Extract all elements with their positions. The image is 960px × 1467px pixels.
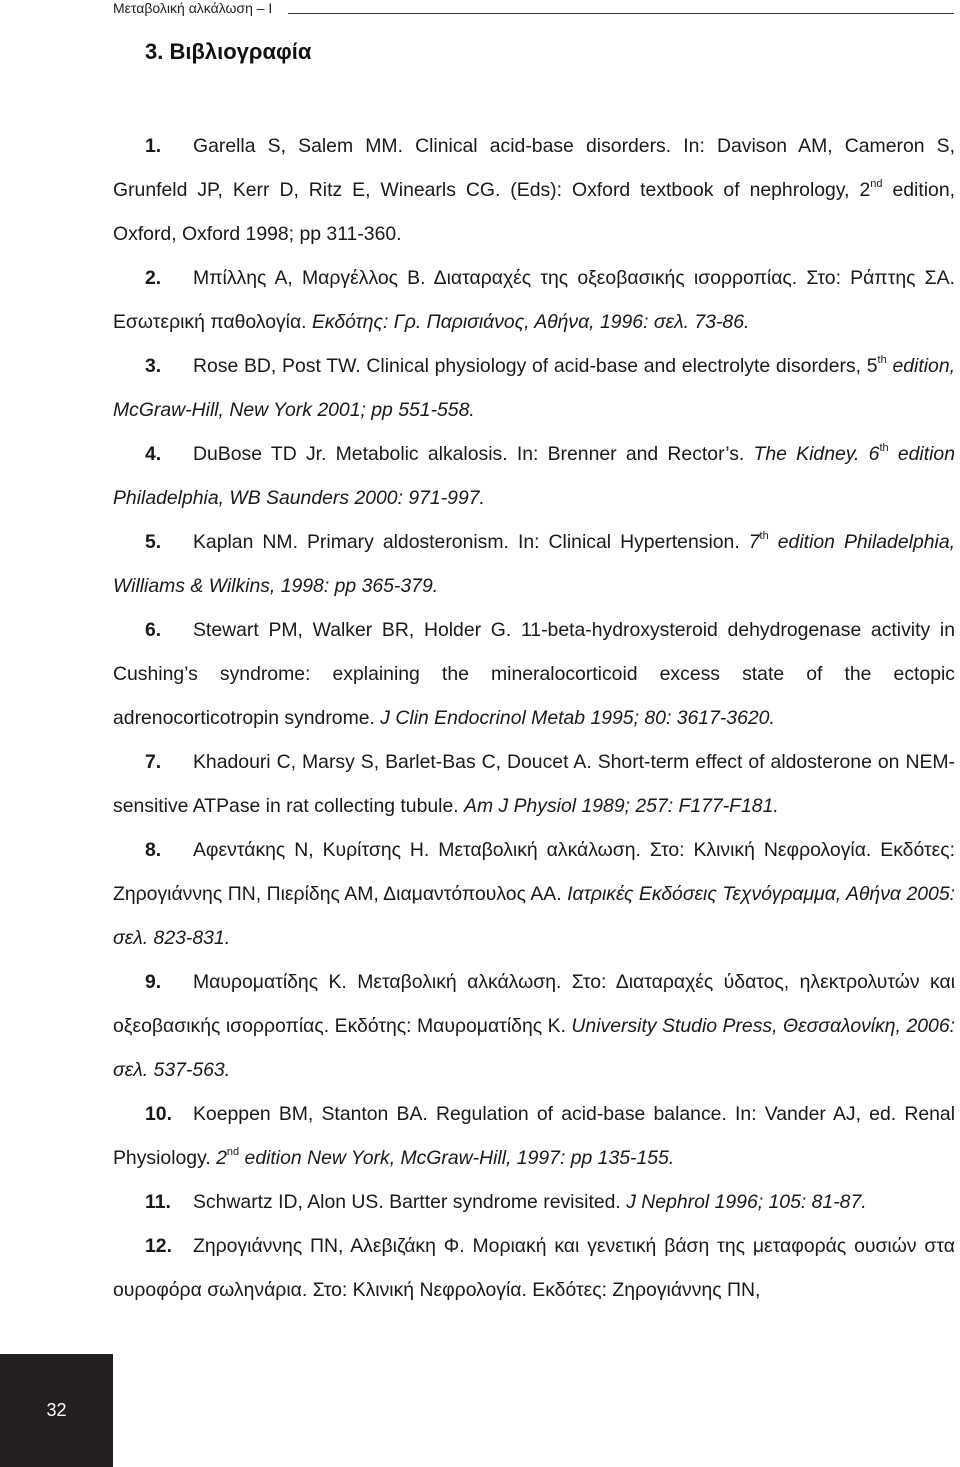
reference-number: 10. — [145, 1103, 172, 1125]
reference-superscript: th — [759, 530, 769, 542]
reference-superscript: th — [877, 354, 887, 366]
reference-number: 5. — [145, 531, 162, 553]
reference-number: 1. — [145, 135, 162, 157]
reference-item — [113, 608, 955, 740]
reference-number: 3. — [145, 355, 162, 377]
page-number: 32 — [46, 1400, 67, 1420]
reference-text: Stewart PM, Walker BR, Holder G. 11-beta-hydroxysteroid dehydrogenase activity in Cushing’s syndrome: explaining the mineralocorticoid excess state of the ectopic adrenocorticotropin syndrome. — [113, 619, 955, 729]
reference-text: Ζηρογιάννης ΠΝ, Αλεβιζάκη Φ. Μοριακή και γενετική βάση της μεταφοράς ουσιών στα ουροφόρα σωληνάρια. Στο: Κλινική Νεφρολογία. Εκδότες: Ζηρογιάννης ΠΝ, — [113, 1235, 955, 1301]
reference-italic-continued: edition Philadelphia, WB Saunders 2000: 971-997. — [113, 443, 955, 509]
reference-item — [113, 1092, 955, 1180]
reference-text: Kaplan NM. Primary aldosteronism. In: Clinical Hypertension. — [193, 531, 749, 553]
reference-italic: 7 — [748, 531, 760, 553]
reference-superscript: nd — [226, 1146, 240, 1158]
reference-text: Garella S, Salem MM. Clinical acid-base disorders. In: Davison AM, Cameron S, Grunfeld JP, Kerr D, Ritz E, Winearls CG. (Eds): Oxford textbook of nephrology, 2 — [113, 135, 955, 201]
reference-item — [113, 1224, 955, 1312]
reference-item — [113, 256, 955, 344]
reference-number: 6. — [145, 619, 162, 641]
reference-number: 7. — [145, 751, 162, 773]
reference-text: Rose BD, Post TW. Clinical physiology of acid-base and electrolyte disorders, 5 — [193, 355, 878, 377]
reference-superscript: nd — [870, 178, 883, 190]
reference-italic-continued: edition Philadelphia, Williams & Wilkins, 1998: pp 365-379. — [113, 531, 955, 597]
reference-number: 11. — [145, 1191, 171, 1213]
reference-number: 4. — [145, 443, 162, 465]
reference-item — [113, 344, 955, 432]
reference-italic: J Nephrol 1996; 105: 81-87. — [626, 1191, 867, 1213]
reference-item — [113, 828, 955, 960]
reference-text: Αφεντάκης Ν, Κυρίτσης Η. Μεταβολική αλκάλωση. Στο: Κλινική Νεφρολογία. Εκδότες: Ζηρογιάννης ΠΝ, Πιερίδης ΑΜ, Διαμαντόπουλος ΑΑ. — [113, 839, 955, 905]
reference-text: Khadouri C, Marsy S, Barlet-Bas C, Doucet A. Short-term effect of aldosterone on NEM-sensitive ATPase in rat collecting tubule. — [113, 751, 955, 817]
reference-item — [113, 960, 955, 1092]
reference-text-continued: edition, Oxford, Oxford 1998; pp 311-360. — [113, 179, 955, 245]
header-rule — [288, 13, 954, 14]
reference-text: Schwartz ID, Alon US. Bartter syndrome revisited. — [193, 1191, 627, 1213]
reference-italic: 2 — [216, 1147, 227, 1169]
reference-text: Μαυροματίδης Κ. Μεταβολική αλκάλωση. Στο: Διαταραχές ύδατος, ηλεκτρολυτών και οξεοβασικής ισορροπίας. Εκδότης: Μαυροματίδης Κ. — [113, 971, 955, 1037]
reference-number: 12. — [145, 1235, 172, 1257]
reference-number: 9. — [145, 971, 162, 993]
reference-italic: University Studio Press, Θεσσαλονίκη, 2006: σελ. 537-563. — [113, 1015, 955, 1081]
reference-italic: The Kidney. 6 — [753, 443, 880, 465]
reference-number: 8. — [145, 839, 162, 861]
section-title: 3. Βιβλιογραφία — [145, 39, 312, 64]
reference-italic: Εκδότης: Γρ. Παρισιάνος, Αθήνα, 1996: σελ. 73-86. — [311, 311, 750, 333]
reference-italic: Am J Physiol 1989; 257: F177-F181. — [464, 795, 779, 817]
reference-item — [113, 520, 955, 608]
reference-number: 2. — [145, 267, 162, 289]
reference-superscript: th — [879, 442, 889, 454]
reference-text: DuBose TD Jr. Metabolic alkalosis. In: Brenner and Rector’s. — [193, 443, 754, 465]
reference-text: Koeppen BM, Stanton BA. Regulation of acid-base balance. In: Vander AJ, ed. Renal Physiology. — [113, 1103, 955, 1169]
reference-text: Μπίλλης Α, Μαργέλλος Β. Διαταραχές της οξεοβασικής ισορροπίας. Στο: Ράπτης ΣΑ. Εσωτερική παθολογία. — [113, 267, 955, 333]
reference-item — [113, 740, 955, 828]
reference-italic-continued: edition New York, McGraw-Hill, 1997: pp 135-155. — [239, 1147, 675, 1169]
reference-list — [113, 124, 955, 1312]
reference-item — [113, 432, 955, 520]
reference-italic: J Clin Endocrinol Metab 1995; 80: 3617-3620. — [380, 707, 775, 729]
running-header: Μεταβολική αλκάλωση – Ι — [113, 0, 273, 16]
reference-italic: edition, McGraw-Hill, New York 2001; pp 551-558. — [113, 355, 955, 421]
reference-item — [113, 1180, 955, 1224]
reference-item — [113, 124, 955, 256]
reference-italic: Ιατρικές Εκδόσεις Τεχνόγραμμα, Αθήνα 2005: σελ. 823-831. — [113, 883, 955, 949]
page-number-box — [0, 1354, 113, 1467]
